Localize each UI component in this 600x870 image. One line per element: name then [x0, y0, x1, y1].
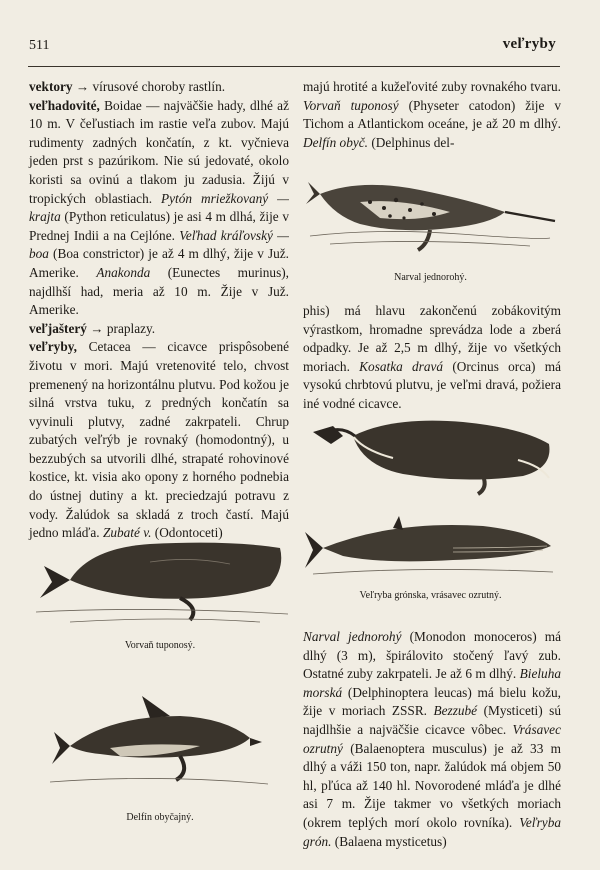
entry-vektory: vektory → vírusové choroby rastlín.: [29, 79, 226, 94]
right-column-text-top: majú hrotité a kužeľovité zuby rovnakého tvaru. Vorvaň tuponosý (Physeter catodon) žije v Tichom a Atlantickom oceáne, je až 20 m dlhý. Delfín obyč. (Delphinus del-: [303, 79, 561, 150]
narwhal-illustration: [300, 172, 560, 264]
entry-veljastery: veľjašterý → praplazy.: [29, 320, 156, 336]
right-column-text-bottom: Narval jednorohý (Monodon monoceros) má dlhý (3 m), špirálovito stočený ľavý zub. Ostatné zuby zakrpateli. Je až 6 m dlhý. Bieluha morská (Delphinoptera leucas) má bielu kožu, žije v moriach ZSSR. Bezzubé (Mysticeti) sú najdlhšie a najväčšie cicavce vôbec. Vrásavec ozrutný (Balaenoptera musculus) je až 33 m dlhý a váži 150 ton, napr. žalúdok má objem 50 hl, pľúca až 140 hl. Novorodené mláďa je dlhé asi 7 m. Žije takmer vo všetkých moriach (okrem teplých morí okolo rovníka). Veľryba grón. (Balaena mysticetus): [303, 629, 561, 849]
page-number: 511: [29, 38, 50, 53]
dolphin-illustration: [50, 676, 270, 796]
entry-velryby: veľryby, Cetacea — cicavce prispôsobené životu v mori. Majú vretenovité telo, chvost premenený na horizontálnu plutvu. Pod kožou je silná vrstva tuku, z predných končatín sa vyvinuli plutvy, zadné zakrpateli. Chrup zubatých veľrýb je rovnaký (homodontný), u bezzubých sa utvorili dlhé, strapaté rohovinové kostice, kt. visia ako opony z horného podnebia do ústnej dutiny a kt. preciedzajú potravu z vody. Žalúdok sa skladá z troch častí. Majú jedno mláďa. Zubaté v. (Odontoceti): [29, 339, 289, 541]
right-column-text-middle: phis) má hlavu zakončenú zobákovitým výrastkom, hromadne sprevádza lode a zberá odpadky. Je až 2,5 m dlhý, žije vo všetkých moriach. Kosatka dravá (Orcinus orca) má vysokú chrbtovú plutvu, je veľmi dravá, požiera iné vodné cicavce.: [303, 303, 561, 411]
running-head: veľryby: [502, 36, 556, 52]
caption-narwhal: Narval jednorohý.: [394, 272, 467, 283]
right-whale-illustration: [303, 408, 561, 586]
caption-sperm-whale: Vorvaň tuponosý.: [124, 640, 196, 651]
sperm-whale-illustration: [30, 528, 292, 628]
caption-right-whales: Veľryba grónska, vrásavec ozrutný.: [359, 590, 502, 601]
header-rule: [28, 66, 560, 67]
left-column-text: [29, 78, 289, 543]
entry-velhadovite: veľhadovité, Boidae — najväčšie hady, dlhé až 10 m. V čeľustiach im rastie veľa zubov. Majú rudimenty zadných končatín, z kt. vyčnieva jeden prst s pazúrikom. Nie sú jedovaté, okolo koristi sa ovinú a tlakom ju zadusia. Žijú v tropických oblastiach. Pytón mriežkovaný — krajta (Python reticulatus) je asi 4 m dlhá, žije v Prednej Indii a na Cejlóne. Veľhad kráľovský — boa (Boa constrictor) je až 4 m dlhý, žije v Juž. Amerike. Anakonda (Eunectes murinus), najdlhší had, meria až 10 m. Žije v Juž. Amerike.: [29, 97, 289, 318]
caption-dolphin: Delfín obyčajný.: [126, 812, 194, 823]
